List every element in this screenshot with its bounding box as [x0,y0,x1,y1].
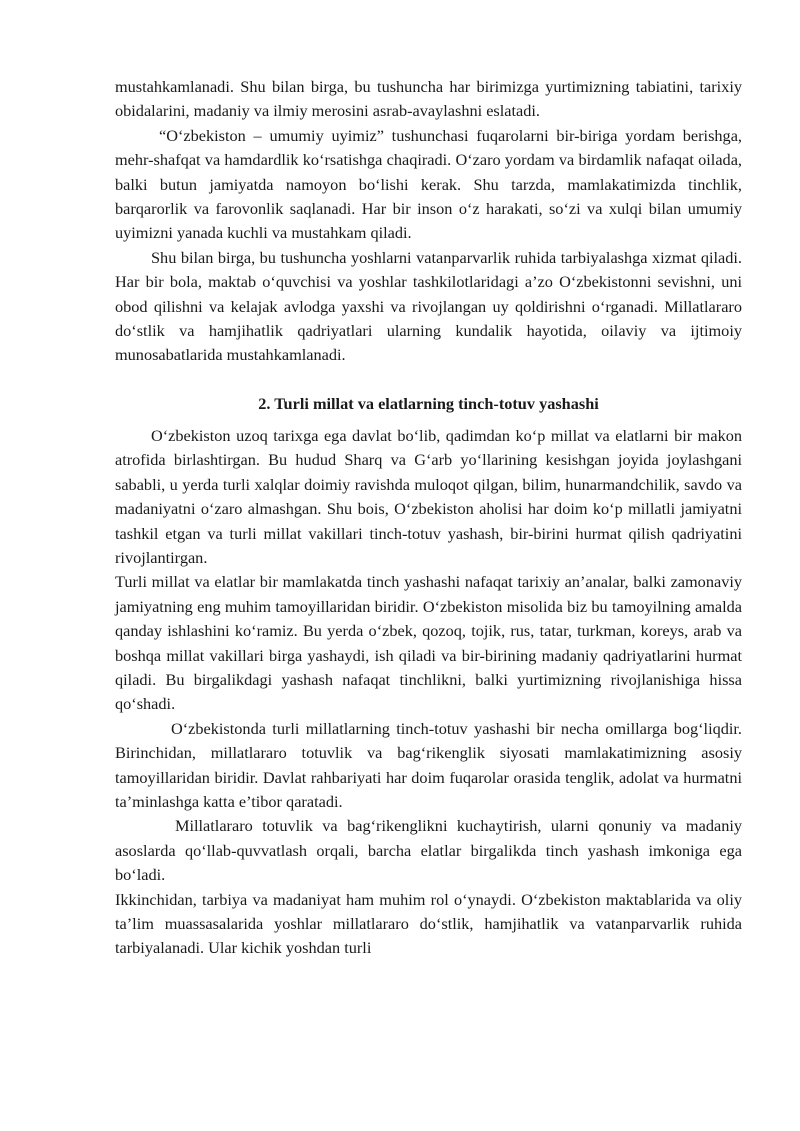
section-heading: 2. Turli millat va elatlarning tinch-totuv yashashi [258,393,599,413]
paragraph-vatanparvarlik: Shu bilan birga, bu tushuncha yoshlarni vatanparvarlik ruhida tarbiyalashga xizmat qiladi. Har bir bola, maktab o‘quvchisi va yoshlar tashkilotlaridagi a’zo O‘zbekistonni sevishni, uni obod qilishni va kelajak avlodga yaxshi va rivojlangan uy qoldirishni o‘rganadi. Millatlararo do‘stlik va hamjihatlik qadriyatlari ularning kundalik hayotida, oilaviy va ijtimoiy munosabatlarida mustahkamlanadi. [115,247,742,365]
paragraph-continuation: mustahkamlanadi. Shu bilan birga, bu tushuncha har birimizga yurtimizning tabiatini, tarixiy obidalarini, madaniy va ilmiy merosini asrab-avaylashni eslatadi. [115,77,742,121]
paragraph-turli-millat: Turli millat va elatlar bir mamlakatda tinch yashashi nafaqat tarixiy an’analar, balki zamonaviy jamiyatning eng muhim tamoyillaridan biridir. O‘zbekiston misolida biz bu tamoyilning amalda qanday ishlashini ko‘ramiz. Bu yerda o‘zbek, qozoq, tojik, rus, tatar, turkman, koreys, arab va boshqa millat vakillari birga yashaydi, ish qiladi va bir-birining madaniy qadriyatlarini hurmat qiladi. Bu birgalikdagi yashash nafaqat tinchlikni, balki yurtimizning rivojlanishiga hissa qo‘shadi. [115,572,742,714]
paragraph-umumiy-uyimiz: “O‘zbekiston – umumiy uyimiz” tushunchasi fuqarolarni bir-biriga yordam berishga, mehr-shafqat va hamdardlik ko‘rsatishga chaqiradi. O‘zaro yordam va birdamlik nafaqat oilada, balki butun jamiyatda namoyon bo‘lishi kerak. Shu tarzda, mamlakatimizda tinchlik, barqarorlik va farovonlik saqlanadi. Har bir inson o‘z harakati, so‘zi va xulqi bilan umumiy uyimizni yanada kuchli va mustahkam qiladi. [115,125,742,243]
paragraph-tarbiya: Ikkinchidan, tarbiya va madaniyat ham muhim rol o‘ynaydi. O‘zbekiston maktablarida va oliy ta’lim muassasalarida yoshlar millatlararo do‘stlik, hamjihatlik va vatanparvarlik ruhida tarbiyalanadi. Ular kichik yoshdan turli [115,889,742,958]
paragraph-omillar: O‘zbekistonda turli millatlarning tinch-totuv yashashi bir necha omillarga bog‘liqdir. Birinchidan, millatlararo totuvlik va bag‘rikenglik siyosati mamlakatimizning asosiy tamoyillaridan biridir. Davlat rahbariyati har doim fuqarolar orasida tenglik, adolat va hurmatni ta’minlashga katta e’tibor qaratadi. [115,718,742,811]
paragraph-totuvlik: Millatlararo totuvlik va bag‘rikenglikni kuchaytirish, ularni qonuniy va madaniy asoslarda qo‘llab-quvvatlash orqali, barcha elatlar birgalikda tinch yashash imkoniga ega bo‘ladi. [115,816,742,885]
paragraph-uzoq-tarix: O‘zbekiston uzoq tarixga ega davlat bo‘lib, qadimdan ko‘p millat va elatlarni bir makon atrofida birlashtirgan. Bu hudud Sharq va G‘arb yo‘llarining kesishgan joyida joylashgani sababli, u yerda turli xalqlar doimiy ravishda muloqot qilgan, bilim, hunarmandchilik, savdo va madaniyatni o‘zaro almashgan. Shu bois, O‘zbekiston aholisi har doim ko‘p millatli jamiyatni tashkil etgan va turli millat vakillari tinch-totuv yashash, bir-birini hurmat qilish qadriyatini rivojlantirgan. [115,425,742,567]
